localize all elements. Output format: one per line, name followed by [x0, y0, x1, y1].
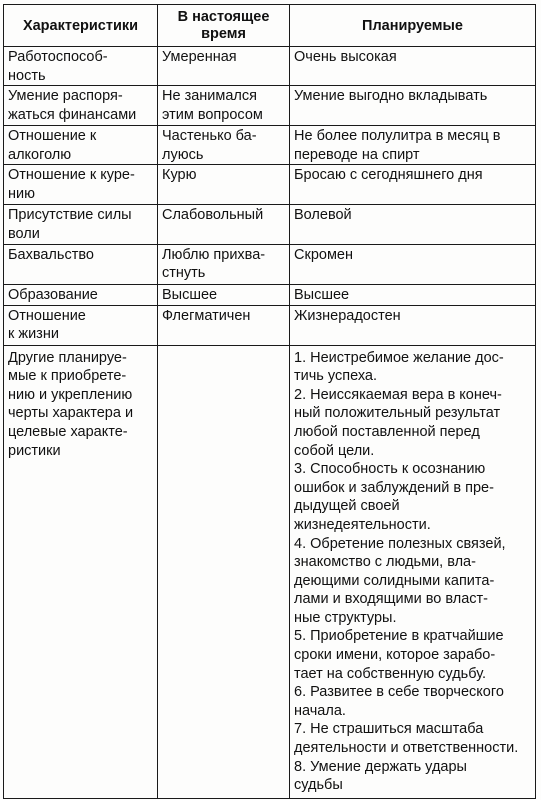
planned-cell: Бросаю с сегодняшнего дня	[290, 165, 536, 205]
planned-cell: Умение выгодно вкладывать	[290, 86, 536, 126]
characteristic-cell: Отношение к жизни	[4, 305, 158, 345]
characteristics-table	[3, 4, 536, 799]
table-row	[4, 305, 536, 345]
table-row	[4, 205, 536, 244]
characteristic-cell: Отношение к алкоголю	[4, 126, 158, 165]
current-cell	[158, 345, 290, 798]
current-cell: Люблю прихва- стнуть	[158, 244, 290, 284]
planned-cell: Очень высокая	[290, 47, 536, 86]
table-row	[4, 86, 536, 126]
table-row	[4, 126, 536, 165]
current-cell: Слабовольный	[158, 205, 290, 244]
header-current: В настоящее время	[158, 5, 290, 47]
table-body	[4, 47, 536, 799]
characteristic-cell: Другие планируе- мые к приобрете- нию и укреплению черты характера и целевые характе- ристики	[4, 345, 158, 798]
planned-traits-list	[294, 349, 531, 795]
header-characteristics: Характеристики	[4, 5, 158, 47]
current-cell: Не занимался этим вопросом	[158, 86, 290, 126]
table-header-row	[4, 5, 536, 47]
characteristic-cell: Образование	[4, 284, 158, 305]
list-item: 5. Приобретение в кратчайшие сроки имени, которое зарабо- тает на собственную судьбу.	[294, 628, 504, 682]
current-cell: Высшее	[158, 284, 290, 305]
list-item: 3. Способность к осознанию ошибок и заблуждений в пре- дыдущей своей жизнедеятельности.	[294, 461, 494, 533]
table-row	[4, 284, 536, 305]
list-item: 2. Неиссякаемая вера в конеч- ный положительный результат любой поставленной перед собой цели.	[294, 386, 502, 459]
list-item: 6. Развитее в себе творческого начала.	[294, 684, 504, 719]
characteristic-cell: Отношение к куре- нию	[4, 165, 158, 205]
current-cell: Умеренная	[158, 47, 290, 86]
characteristic-cell: Присутствие силы воли	[4, 205, 158, 244]
planned-cell: Не более полулитра в месяц в переводе на спирт	[290, 126, 536, 165]
planned-cell: Высшее	[290, 284, 536, 305]
current-cell: Флегматичен	[158, 305, 290, 345]
planned-cell: Жизнерадостен	[290, 305, 536, 345]
list-item: 8. Умение держать удары судьбы	[294, 758, 467, 794]
planned-cell	[290, 345, 536, 798]
current-cell: Частенько ба- луюсь	[158, 126, 290, 165]
characteristic-cell: Бахвальство	[4, 244, 158, 284]
table-row	[4, 47, 536, 86]
list-item: 1. Неистребимое желание дос- тичь успеха.	[294, 349, 504, 385]
characteristic-cell: Умение распоря- жаться финансами	[4, 86, 158, 126]
characteristic-cell: Работоспособ- ность	[4, 47, 158, 86]
planned-cell: Скромен	[290, 244, 536, 284]
current-cell: Курю	[158, 165, 290, 205]
list-item: 4. Обретение полезных связей, знакомство с людьми, вла- деющими солидными капита- лами и входящими во власт- ные структуры.	[294, 535, 506, 626]
header-planned: Планируемые	[290, 5, 536, 47]
table-row-other-traits	[4, 345, 536, 798]
list-item: 7. Не страшиться масштаба деятельности и ответственности.	[294, 721, 519, 757]
planned-cell: Волевой	[290, 205, 536, 244]
table-row	[4, 165, 536, 205]
table-row	[4, 244, 536, 284]
